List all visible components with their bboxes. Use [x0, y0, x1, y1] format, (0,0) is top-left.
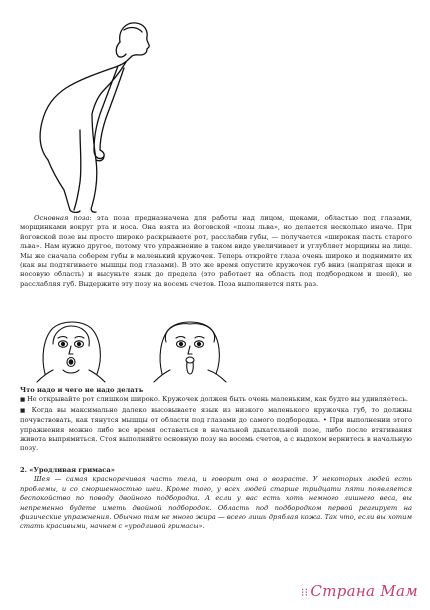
woman-pose-illustration [20, 10, 155, 215]
neck-label: Шея [34, 475, 51, 484]
main-pose-label: Основная поза [34, 214, 90, 222]
dos-donts-heading: Что надо и чего не надо делать [20, 386, 144, 394]
watermark-text: Страна Мам [310, 582, 418, 600]
ugly-grimace-text: — самая красноречивая часть тела, и говорит она о возрасте. У некоторых людей есть проблемы, и со сморшенностью шеи. Кроме того, у всех людей старше тридцати пяти появляется беспокойство по поводу двойного подбородка. А если у вас есть хоть немного лишнего веса, вы непременно будете иметь двойной подбородок. Область под подбородком первой реагирует на физические упражнения. Обычно там не много жира — всего лишь дряблая кожа. Так что, если вы хотим стать красивыми, начнем с «уродливой гримасы». [20, 475, 412, 531]
watermark-logo [301, 582, 418, 600]
bullet-item-2: ■ Когда вы максимально далеко высовываете язык из низкого маленького кружочка губ, то должны почувствовать, как тянутся мышцы от области под глазами до самого подбородка. • При выполнении этого упражнения можно либо все время оставаться в начальной дыхательной позе, либо после втягивания живота выпрямиться. Стоя выполняйте основную позу на восемь счетов, а с выдохом вернитесь в начальную позу. [20, 406, 412, 454]
face-lips-circle-illustration [33, 318, 109, 384]
face-tongue-out-illustration [150, 318, 230, 384]
bullet-item-1: ■ Не открывайте рот слишком широко. Кружочек должен быть очень маленьким, как будто вы удивляетесь. [20, 395, 412, 405]
section-dos-donts [20, 386, 412, 454]
section-main-pose [20, 214, 412, 289]
ugly-grimace-heading: 2. «Уродливая гримаса» [20, 466, 115, 474]
main-pose-text: : эта поза предназначена для работы над лицом, щеками, областью под глазами, морщинками вокруг рта и носа. Она взята из йоговской «позы льва», но делается несколько иначе. При йоговской позе вы просто широко раскрываете рот, расслабив губы, — получается «широкая пасть старого льва». Нам нужно другое, потому что упражнение в таком виде увеличивает и углубляет морщины на лице. Мы же сначала соберем губы в маленький кружочек. Теперь откройте глаза очень широко и поднимите их (как вы подтягиваете мышцы под глазами). В это же время опустите кружочек губ вниз (напрягая щеки и носовую область) и высуньте язык до предела (это работает на область под подбородком и шеей), не расслабляя губ. Выдержите эту позу на восемь счетов. Поза выполняется пять раз. [20, 214, 413, 288]
section-ugly-grimace [20, 466, 412, 532]
watermark-dots-icon: ⁝⁝ [300, 586, 309, 599]
